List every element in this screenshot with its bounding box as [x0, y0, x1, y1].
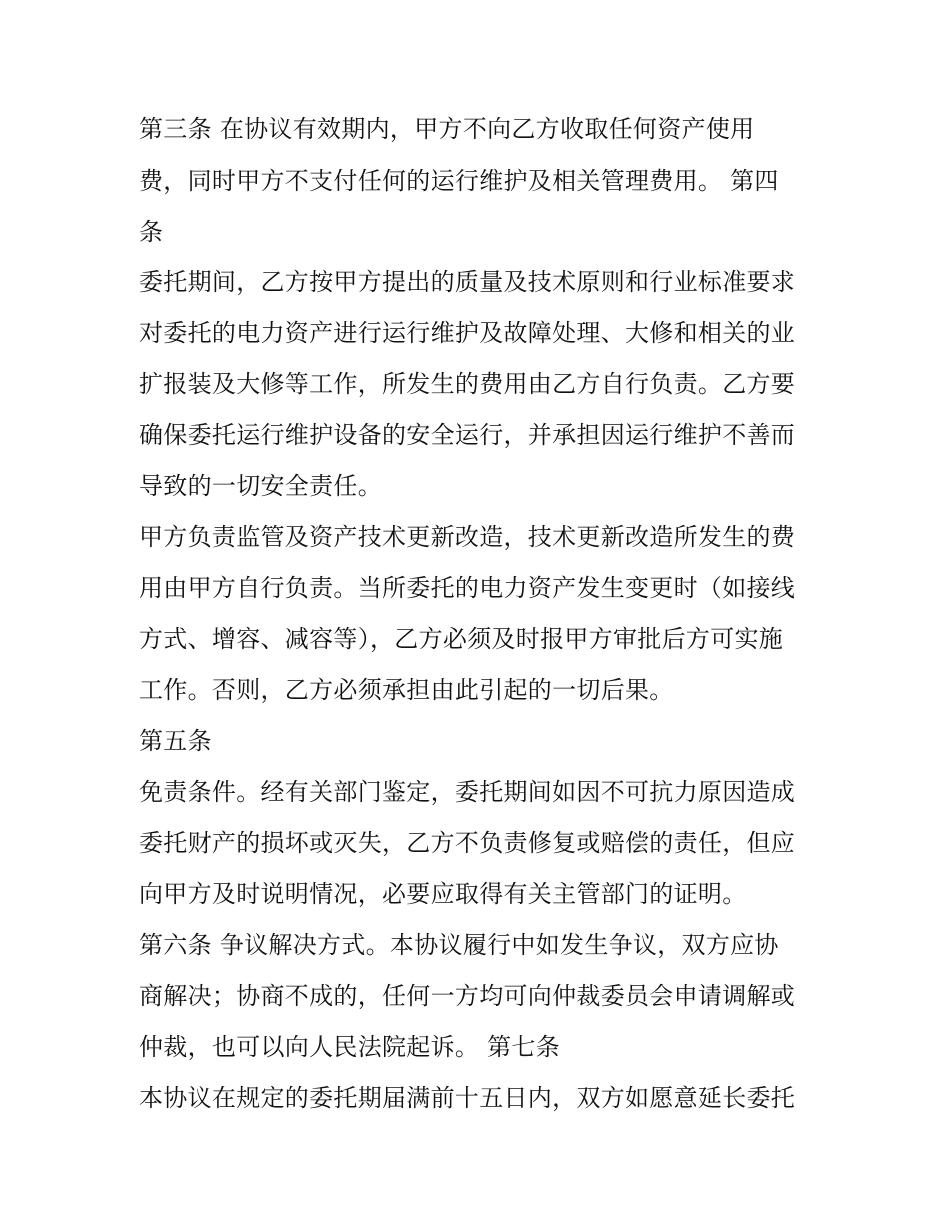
text-line: 第六条 争议解决方式。本协议履行中如发生争议，双方应协	[139, 931, 779, 959]
text-line: 本协议在规定的委托期届满前十五日内，双方如愿意延长委托	[139, 1084, 796, 1112]
text-line: 用由甲方自行负责。当所委托的电力资产发生变更时（如接线	[139, 574, 796, 602]
text-line: 向甲方及时说明情况，必要应取得有关主管部门的证明。	[139, 880, 747, 908]
text-line: 甲方负责监管及资产技术更新改造，技术更新改造所发生的费	[139, 523, 796, 551]
text-line: 确保委托运行维护设备的安全运行，并承担因运行维护不善而	[139, 421, 796, 449]
text-line: 方式、增容、减容等），乙方必须及时报甲方审批后方可实施	[139, 625, 784, 653]
text-line: 免责条件。经有关部门鉴定，委托期间如因不可抗力原因造成	[139, 778, 796, 806]
text-line: 扩报装及大修等工作，所发生的费用由乙方自行负责。乙方要	[139, 370, 796, 398]
text-line: 对委托的电力资产进行运行维护及故障处理、大修和相关的业	[139, 319, 796, 347]
text-line: 费，同时甲方不支付任何的运行维护及相关管理费用。 第四	[139, 167, 779, 195]
text-line: 条	[139, 218, 164, 246]
text-line: 仲裁，也可以向人民法院起诉。 第七条	[139, 1033, 561, 1061]
text-line: 第三条 在协议有效期内，甲方不向乙方收取任何资产使用	[139, 115, 755, 143]
text-line: 商解决；协商不成的，任何一方均可向仲裁委员会申请调解或	[139, 982, 796, 1010]
text-line: 工作。否则，乙方必须承担由此引起的一切后果。	[139, 676, 674, 704]
text-line: 第五条	[139, 727, 212, 755]
text-line: 委托财产的损坏或灭失，乙方不负责修复或赔偿的责任，但应	[139, 829, 796, 857]
text-line: 导致的一切安全责任。	[139, 472, 382, 500]
text-line: 委托期间，乙方按甲方提出的质量及技术原则和行业标准要求	[139, 268, 796, 296]
